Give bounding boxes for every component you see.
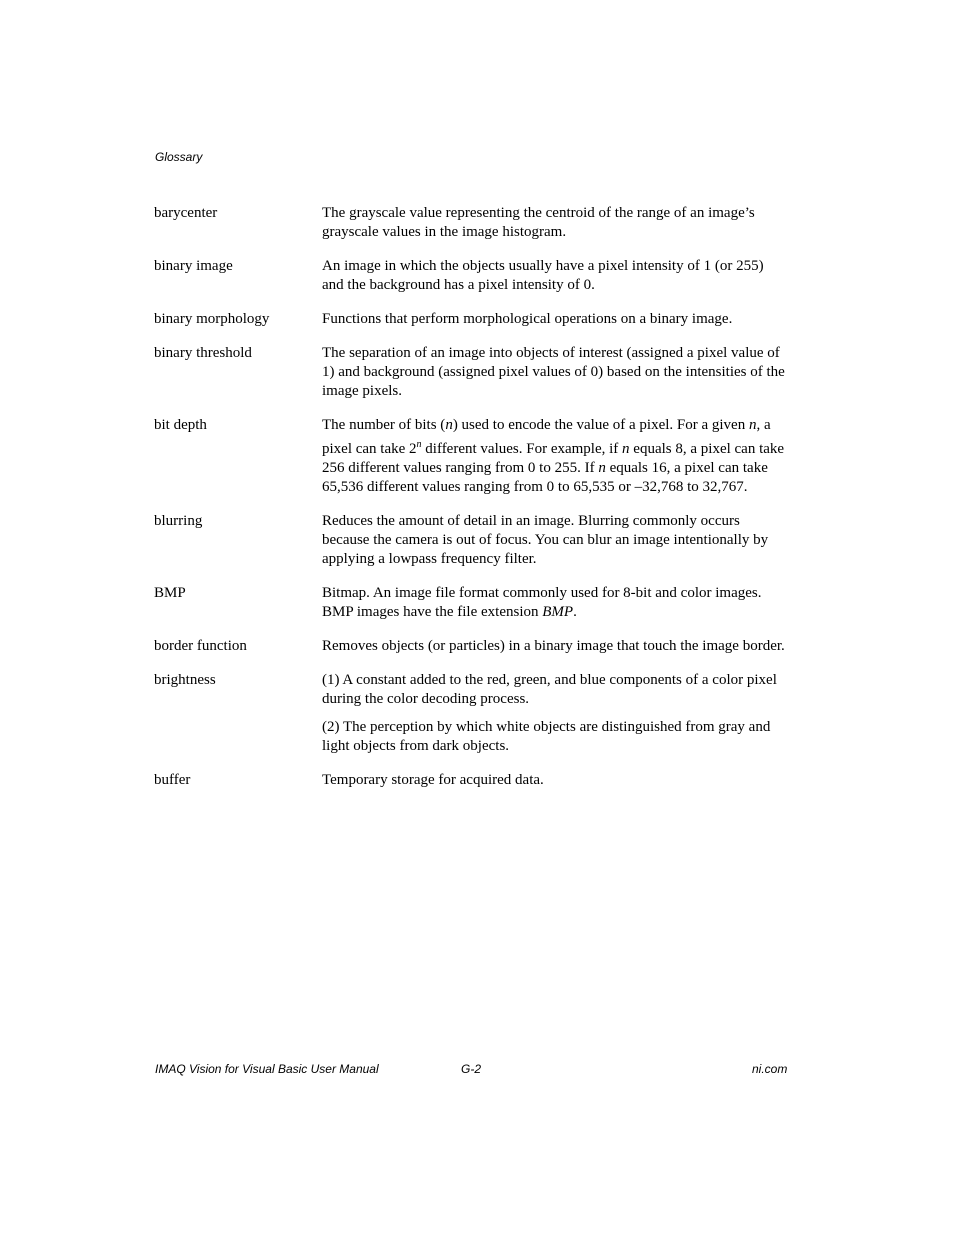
- definition-text: Reduces the amount of detail in an image. Blurring commonly occurs because the camera is out of focus. You can blur an image intentionally by applying a lowpass frequency filter.: [322, 513, 769, 567]
- variable-n: n: [622, 441, 630, 457]
- term: barycenter: [154, 205, 218, 221]
- glossary-entry-bmp: [154, 584, 788, 622]
- running-header: Glossary: [155, 150, 203, 164]
- text-run: equals 8, a pixel can take 256 different values ranging from 0 to 255. If: [322, 441, 785, 476]
- footer-site: ni.com: [752, 1062, 788, 1076]
- variable-n: n: [748, 417, 757, 433]
- glossary-entry-border-function: [154, 637, 788, 656]
- definition: [322, 257, 788, 295]
- term: bit depth: [154, 417, 207, 433]
- term: BMP: [154, 585, 186, 601]
- definition-text: (2) The perception by which white objects are distinguished from gray and light objects from dark objects.: [322, 719, 771, 754]
- glossary-entry-barycenter: [154, 204, 788, 242]
- glossary-entry-brightness: [154, 671, 788, 756]
- definition: [322, 204, 788, 242]
- glossary-entry-blurring: [154, 512, 788, 569]
- definition-text: The separation of an image into objects of interest (assigned a pixel value of 1) and background (assigned pixel values of 0) based on the intensities of the image pixels.: [322, 345, 785, 399]
- footer-page-number: G-2: [461, 1062, 482, 1076]
- definition: [322, 637, 788, 656]
- glossary-entry-bit-depth: [154, 416, 788, 497]
- definition: [322, 671, 788, 756]
- glossary-list: [154, 204, 788, 805]
- definition-text: [322, 416, 788, 497]
- text-run: ) used to encode the value of a pixel. For a given: [452, 417, 749, 433]
- variable-n: n: [598, 460, 606, 476]
- definition-text: Functions that perform morphological operations on a binary image.: [322, 311, 733, 327]
- term: binary morphology: [154, 311, 270, 327]
- variable-n: n: [445, 417, 453, 433]
- definition: [322, 344, 788, 401]
- text-run: equals 16, a pixel can take 65,536 different values ranging from 0 to 65,535 or –32,768 to 32,767.: [322, 460, 768, 495]
- term: blurring: [154, 513, 203, 529]
- definition: [322, 584, 788, 622]
- glossary-entry-buffer: [154, 771, 788, 790]
- footer-manual-title: IMAQ Vision for Visual Basic User Manual: [155, 1062, 379, 1076]
- definition: [322, 310, 788, 329]
- definition-text: An image in which the objects usually have a pixel intensity of 1 (or 255) and the background has a pixel intensity of 0.: [322, 258, 764, 293]
- definition-text: The grayscale value representing the centroid of the range of an image’s grayscale values in the image histogram.: [322, 205, 755, 240]
- term: binary threshold: [154, 345, 252, 361]
- term: buffer: [154, 772, 191, 788]
- definition-text: Removes objects (or particles) in a binary image that touch the image border.: [322, 638, 785, 654]
- definition-text: (1) A constant added to the red, green, and blue components of a color pixel during the color decoding process.: [322, 672, 777, 707]
- text-run: different values. For example, if: [421, 441, 623, 457]
- definition: [322, 512, 788, 569]
- glossary-entry-binary-morphology: [154, 310, 788, 329]
- exponent-n: n: [416, 439, 422, 450]
- text-run: Bitmap. An image file format commonly used for 8-bit and color images. BMP images have the file extension: [322, 585, 762, 620]
- definition-text: [322, 584, 788, 622]
- term: brightness: [154, 672, 216, 688]
- definition: [322, 416, 788, 497]
- text-run: The number of bits (: [322, 417, 446, 433]
- text-run: , a pixel can take 2: [322, 417, 771, 457]
- definition: [322, 771, 788, 790]
- glossary-entry-binary-image: [154, 257, 788, 295]
- definition-text: Temporary storage for acquired data.: [322, 772, 544, 788]
- file-extension: BMP: [542, 604, 574, 620]
- glossary-entry-binary-threshold: [154, 344, 788, 401]
- text-run: .: [573, 604, 577, 620]
- term: border function: [154, 638, 247, 654]
- term: binary image: [154, 258, 233, 274]
